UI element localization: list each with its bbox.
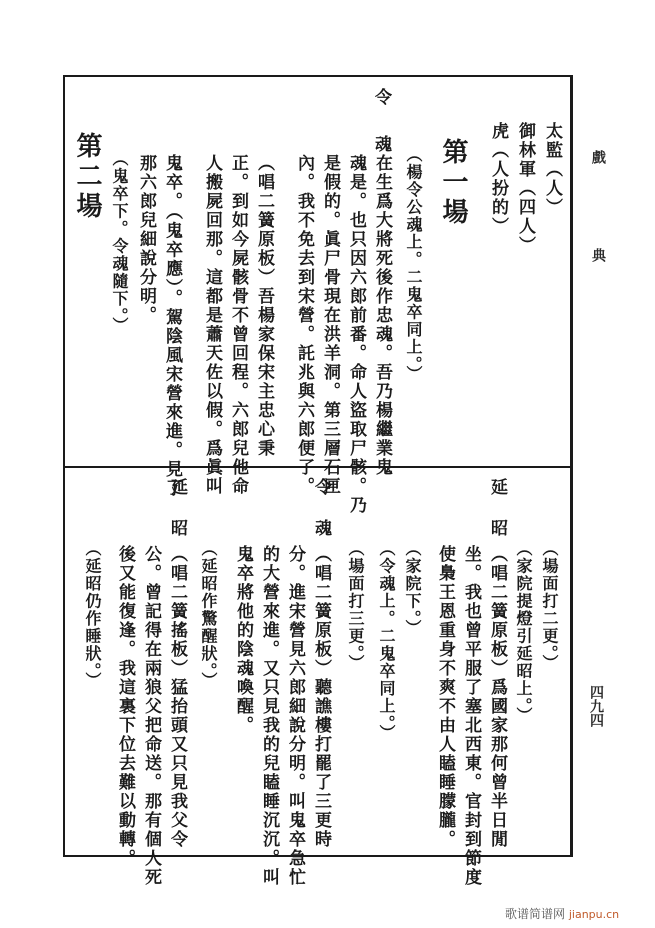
dialogue-line: （唱二簧搖板）猛抬頭又只見我父令 (167, 545, 187, 849)
speaker-name: 延昭 (167, 478, 187, 560)
watermark-latin: jianpu.cn (568, 908, 620, 921)
speaker-name: 延昭 (487, 478, 507, 560)
dialogue-line: 內。我不免去到宋營。託兆與六郎便了。 (294, 154, 314, 496)
stage-direction: （延昭仍作睡狀。） (83, 540, 102, 690)
dialogue-line: 鬼卒將他的陰魂喚醒。 (233, 545, 253, 735)
dialogue-line: （唱二簧原板）聽譙樓打罷了三更時 (311, 545, 331, 849)
stage-direction: （場面打三更。） (346, 540, 365, 672)
dialogue-line: 是假的。眞尸骨現在洪羊洞。第三層石匣 (320, 154, 340, 496)
dialogue-line: 那六郎兒細說分明。 (136, 154, 156, 325)
scene-title-2: 第二場 (72, 132, 102, 222)
stage-direction: （場面打二更。） (540, 540, 559, 672)
dialogue-line: 鬼卒。（鬼卒應）。駕陰風宋營來進。見了 (162, 154, 182, 498)
speaker-name: 令魂 (371, 88, 391, 182)
stage-direction: （鬼卒下。令魂隨下。） (110, 150, 129, 335)
stage-direction: （楊令公魂上。二鬼卒同上。） (404, 146, 423, 383)
scene-title: 第一場 (438, 138, 468, 228)
dialogue-line: 後又能復逢。我這裏下位去難以動轉。 (115, 545, 135, 868)
dialogue-line: 坐。我也曾平服了塞北西東。官封到節度 (461, 545, 481, 887)
dialogue-line: 人搬屍回那。這都是蕭天佐以假。爲眞叫 (202, 154, 222, 496)
cast-list-item: 太監（人） (542, 122, 562, 217)
stage-direction: （令魂上。二鬼卒同上。） (377, 540, 396, 742)
watermark-chinese: 歌谱简谱网 (505, 907, 566, 921)
cast-list-item: 虎（人扮的） (488, 122, 508, 236)
dialogue-line: 在生爲大將死後作忠魂。吾乃楊繼業鬼 (372, 154, 392, 477)
page-number: 四九四 (588, 685, 604, 727)
dialogue-line: 魂是。也只因六郎前番。命人盜取尸骸。乃 (346, 154, 366, 515)
running-title-1: 戲 (590, 150, 606, 164)
dialogue-line: 正。到如今屍骸骨不曾回程。六郎兒他命 (228, 154, 248, 496)
watermark (505, 905, 619, 922)
cast-list-item: 御林軍（四人） (515, 122, 535, 255)
section-divider (63, 466, 573, 468)
stage-direction: （延昭作驚醒狀。） (199, 540, 218, 690)
stage-direction: （家院提燈引延昭上。） (514, 540, 533, 725)
dialogue-line: （唱二簧原板）吾楊家保宋主忠心秉 (254, 154, 274, 458)
dialogue-line: 的大營來進。又只見我的兒瞌睡沉沉。叫 (259, 545, 279, 887)
stage-direction: （家院下。） (403, 540, 422, 637)
running-title-2: 典 (590, 248, 606, 262)
dialogue-line: 使梟王恩重身不爽不由人瞌睡朦朧。 (435, 545, 455, 849)
dialogue-line: （唱二簧原板）爲國家那何曾半日閒 (487, 545, 507, 849)
dialogue-line: 分。進宋營見六郎細說分明。叫鬼卒急忙 (285, 545, 305, 887)
speaker-name: 令魂 (311, 478, 331, 560)
dialogue-line: 公。曾記得在兩狼父把命送。那有個人死 (141, 545, 161, 887)
